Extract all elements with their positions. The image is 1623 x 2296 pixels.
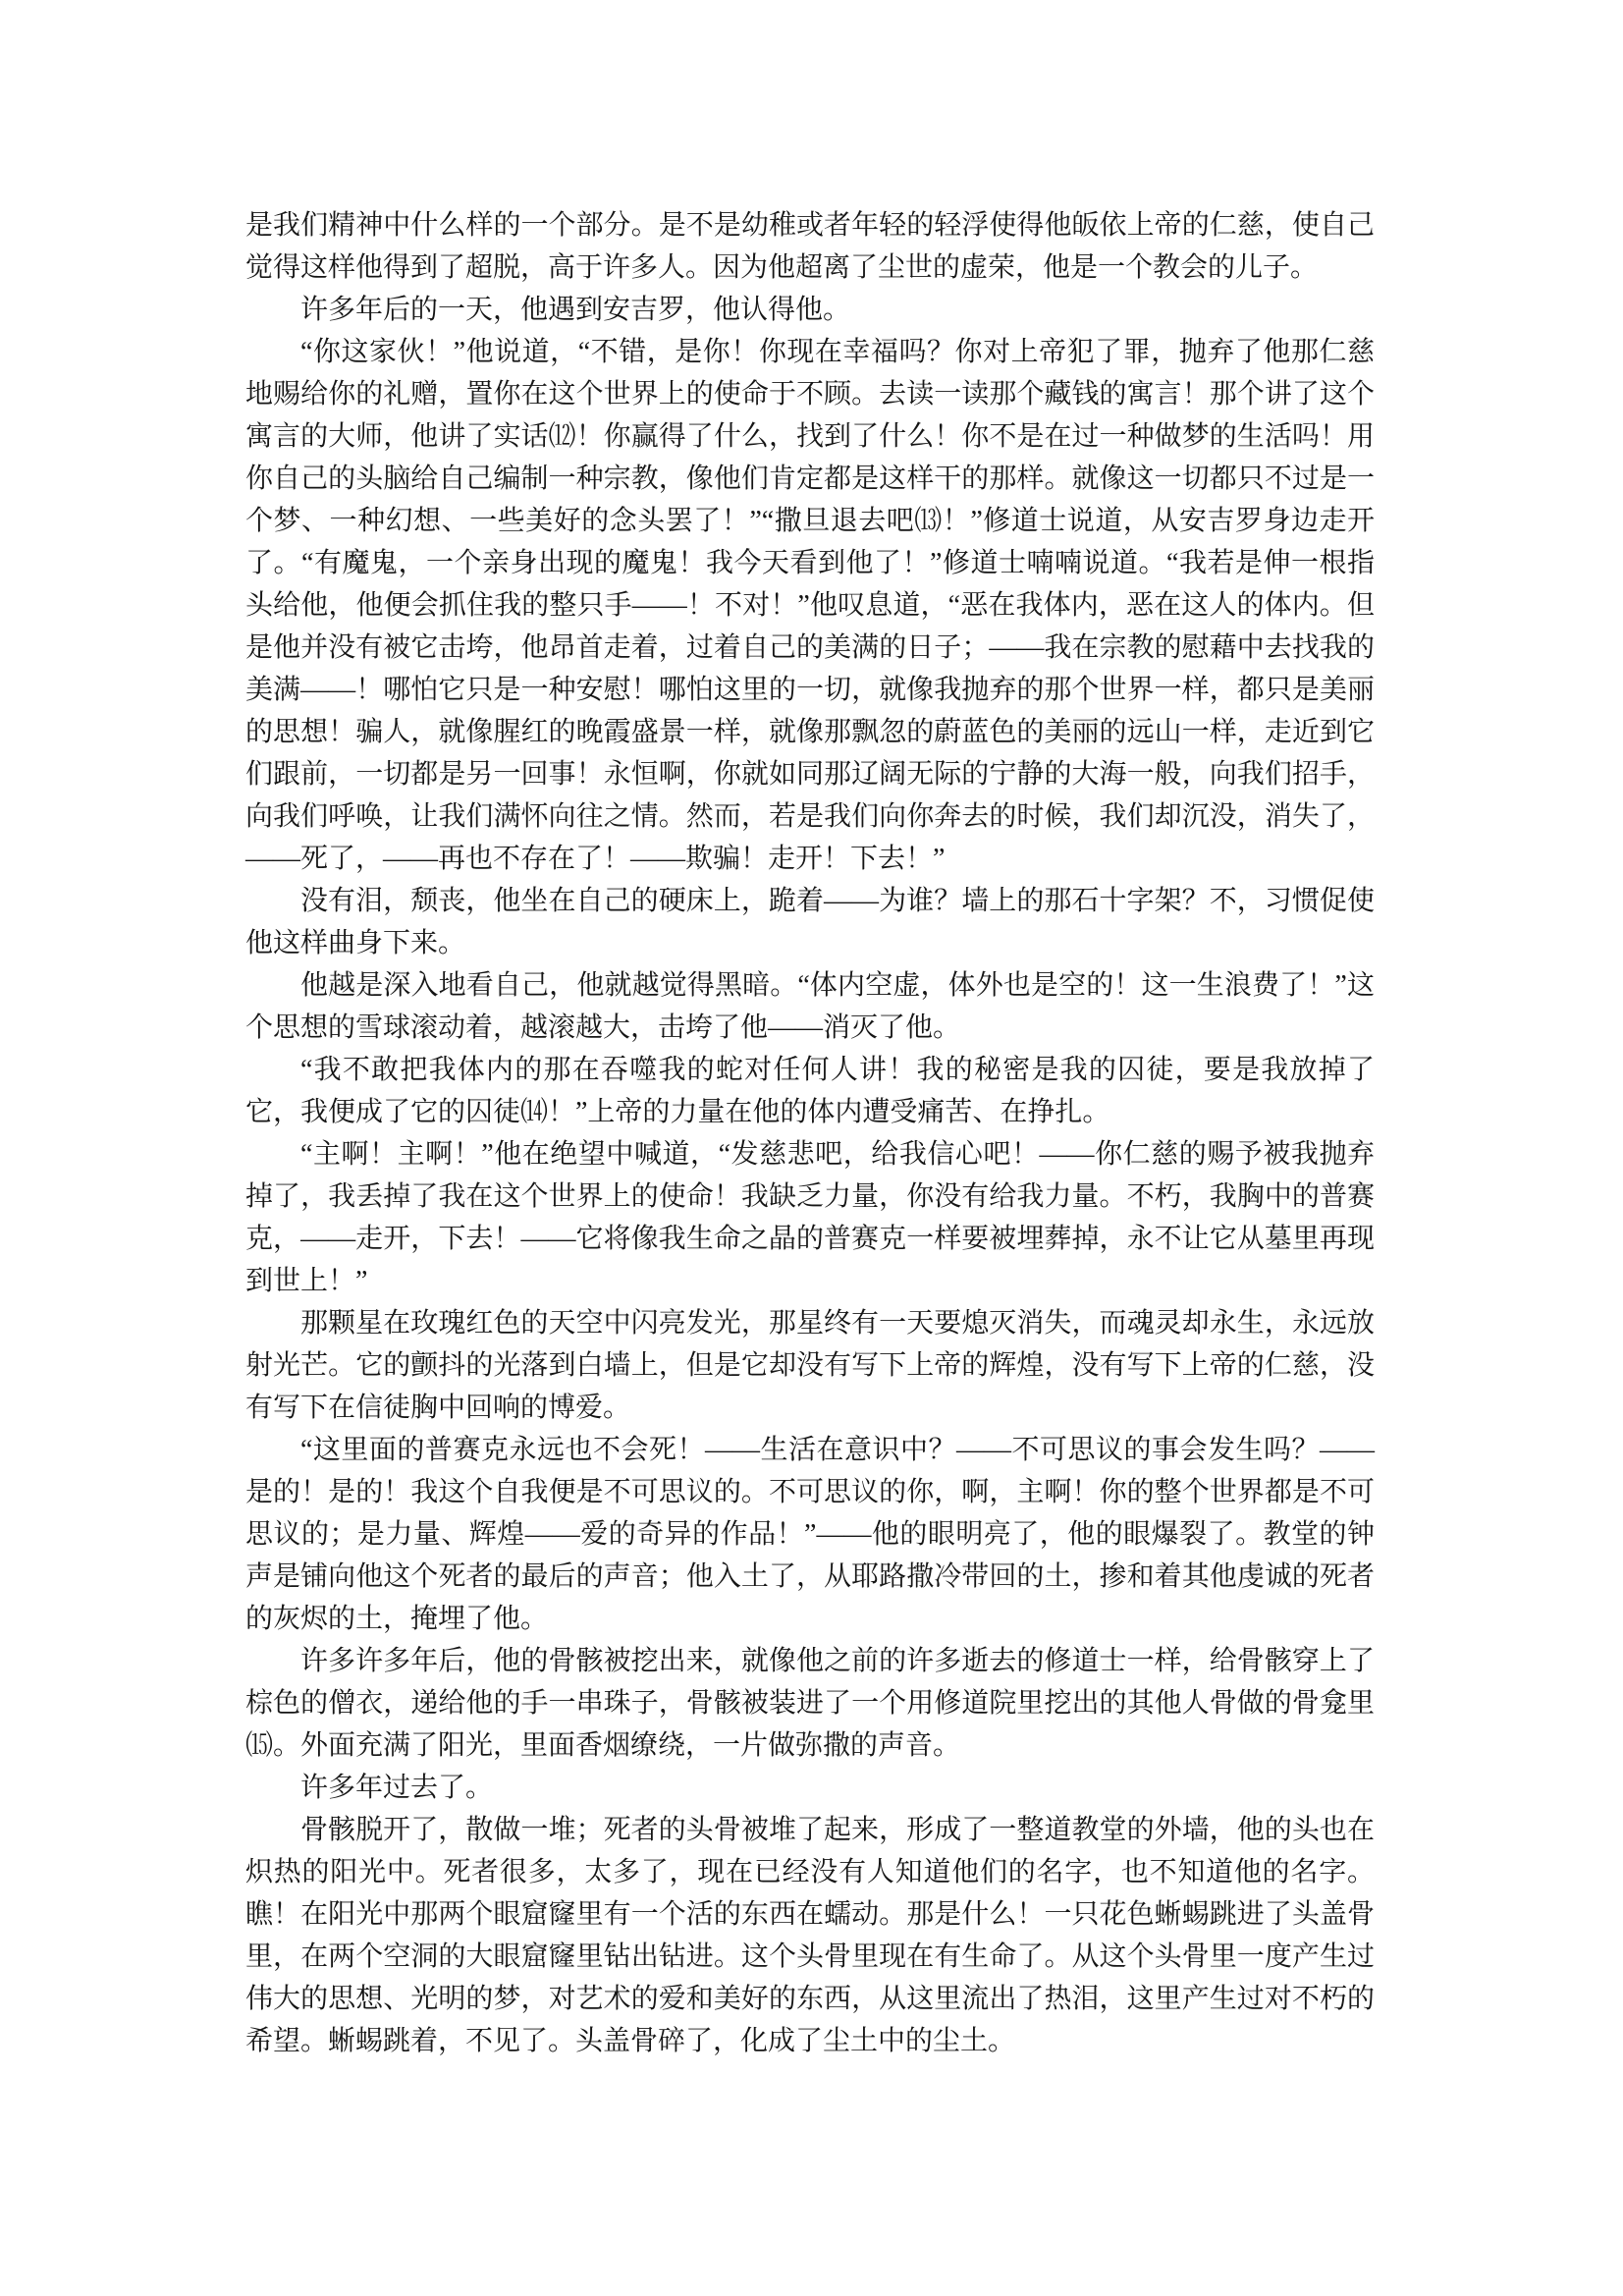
paragraph: 是我们精神中什么样的一个部分。是不是幼稚或者年轻的轻浮使得他皈依上帝的仁慈，使自己觉得这样他得到了超脱，高于许多人。因为他超离了尘世的虚荣，他是一个教会的儿子。 bbox=[245, 210, 1375, 283]
document-page bbox=[245, 204, 1375, 2062]
paragraph: “这里面的普赛克永远也不会死！——生活在意识中？——不可思议的事会发生吗？——是的！是的！我这个自我便是不可思议的。不可思议的你，啊，主啊！你的整个世界都是不可思议的；是力量、辉煌——爱的奇异的作品！”——他的眼明亮了，他的眼爆裂了。教堂的钟声是铺向他这个死者的最后的声音；他入土了，从耶路撒冷带回的土，掺和着其他虔诚的死者的灰烬的土，掩埋了他。 bbox=[245, 1435, 1375, 1634]
paragraph: “你这家伙！”他说道，“不错，是你！你现在幸福吗？你对上帝犯了罪，抛弃了他那仁慈地赐给你的礼赠，置你在这个世界上的使命于不顾。去读一读那个藏钱的寓言！那个讲了这个寓言的大师，他讲了实话⑿！你赢得了什么，找到了什么！你不是在过一种做梦的生活吗！用你自己的头脑给自己编制一种宗教，像他们肯定都是这样干的那样。就像这一切都只不过是一个梦、一种幻想、一些美好的念头罢了！”“撒旦退去吧⒀！”修道士说道，从安吉罗身边走开了。“有魔鬼，一个亲身出现的魔鬼！我今天看到他了！”修道士喃喃说道。“我若是伸一根指头给他，他便会抓住我的整只手——！不对！”他叹息道，“恶在我体内，恶在这人的体内。但是他并没有被它击垮，他昂首走着，过着自己的美满的日子；——我在宗教的慰藉中去找我的美满——！哪怕它只是一种安慰！哪怕这里的一切，就像我抛弃的那个世界一样，都只是美丽的思想！骗人，就像腥红的晚霞盛景一样，就像那飘忽的蔚蓝色的美丽的远山一样，走近到它们跟前，一切都是另一回事！永恒啊，你就如同那辽阔无际的宁静的大海一般，向我们招手，向我们呼唤，让我们满怀向往之情。然而，若是我们向你奔去的时候，我们却沉没，消失了，——死了，——再也不存在了！——欺骗！走开！下去！” bbox=[245, 337, 1375, 874]
paragraph: 骨骸脱开了，散做一堆；死者的头骨被堆了起来，形成了一整道教堂的外墙，他的头也在炽热的阳光中。死者很多，太多了，现在已经没有人知道他们的名字，也不知道他的名字。瞧！在阳光中那两个眼窟窿里有一个活的东西在蠕动。那是什么！一只花色蜥蜴跳进了头盖骨里，在两个空洞的大眼窟窿里钻出钻进。这个头骨里现在有生命了。从这个头骨里一度产生过伟大的思想、光明的梦，对艺术的爱和美好的东西，从这里流出了热泪，这里产生过对不朽的希望。蜥蜴跳着，不见了。头盖骨碎了，化成了尘土中的尘土。 bbox=[245, 1815, 1375, 2056]
paragraph: 许多年过去了。 bbox=[300, 1773, 494, 1803]
paragraph: 许多许多年后，他的骨骸被挖出来，就像他之前的许多逝去的修道士一样，给骨骸穿上了棕色的僧衣，递给他的手一串珠子，骨骸被装进了一个用修道院里挖出的其他人骨做的骨龛里⒂。外面充满了阳光，里面香烟缭绕，一片做弥撒的声音。 bbox=[245, 1646, 1375, 1761]
paragraph: 许多年后的一天，他遇到安吉罗，他认得他。 bbox=[300, 295, 851, 325]
paragraph: “我不敢把我体内的那在吞噬我的蛇对任何人讲！我的秘密是我的囚徒，要是我放掉了它，我便成了它的囚徒⒁！”上帝的力量在他的体内遭受痛苦、在挣扎。 bbox=[245, 1055, 1375, 1127]
paragraph: “主啊！主啊！”他在绝望中喊道，“发慈悲吧，给我信心吧！——你仁慈的赐予被我抛弃掉了，我丢掉了我在这个世界上的使命！我缺乏力量，你没有给我力量。不朽，我胸中的普赛克，——走开，下去！——它将像我生命之晶的普赛克一样要被埋葬掉，永不让它从墓里再现到世上！” bbox=[245, 1139, 1375, 1296]
paragraph: 那颗星在玫瑰红色的天空中闪亮发光，那星终有一天要熄灭消失，而魂灵却永生，永远放射光芒。它的颤抖的光落到白墙上，但是它却没有写下上帝的辉煌，没有写下上帝的仁慈，没有写下在信徒胸中回响的博爱。 bbox=[245, 1308, 1375, 1423]
paragraph: 他越是深入地看自己，他就越觉得黑暗。“体内空虚，体外也是空的！这一生浪费了！”这个思想的雪球滚动着，越滚越大，击垮了他——消灭了他。 bbox=[245, 970, 1375, 1043]
paragraph: 没有泪，颓丧，他坐在自己的硬床上，跪着——为谁？墙上的那石十字架？不，习惯促使他这样曲身下来。 bbox=[245, 886, 1375, 958]
